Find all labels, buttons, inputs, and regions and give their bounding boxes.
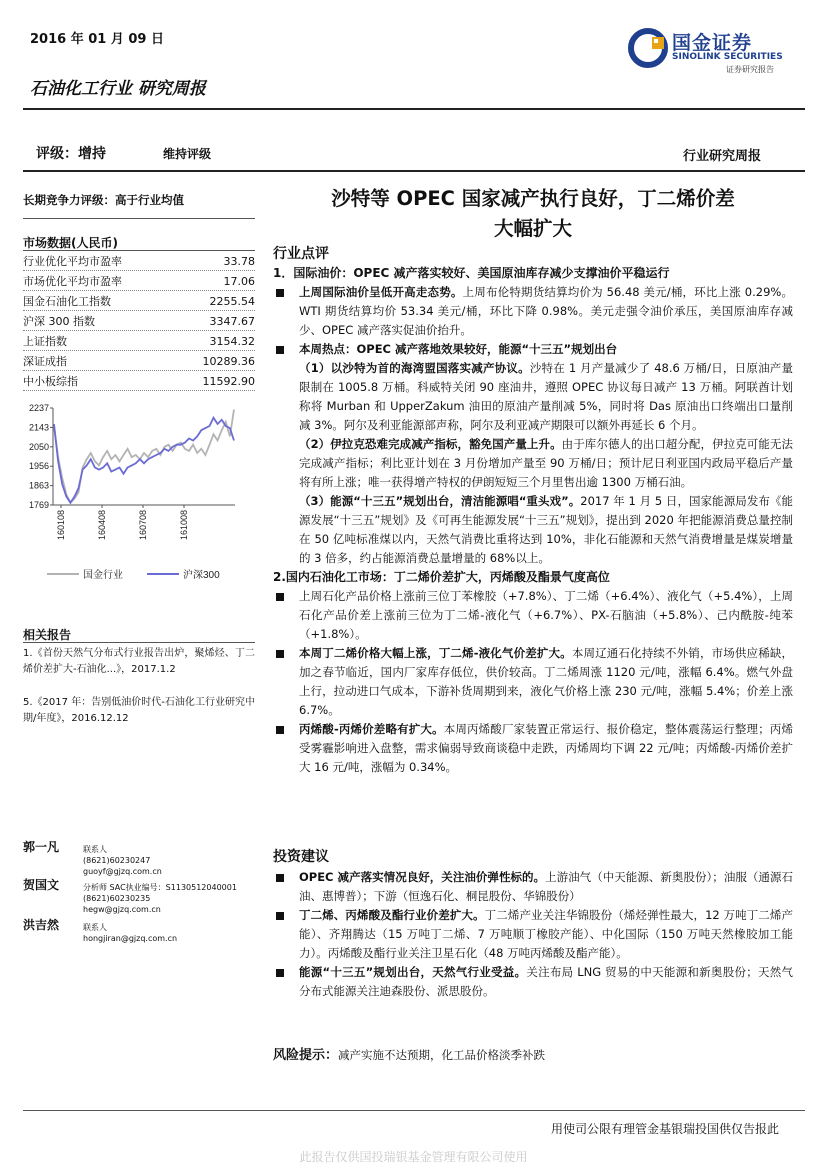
x-tick-label: 160108 xyxy=(56,510,66,541)
bullet-text: 本周辽通石化持续不外销，市场供应稀缺，加之春节临近，国内厂家库存低位，供价较高。丁二烯周涨 1120 元/吨，涨幅 6.4%。燃气外盘上行，拉动进口气成本，下游补货周期到来，液化气价格上涨 230 元/吨，涨幅 5.4%；价差上涨 6.7%。 xyxy=(299,646,793,717)
rating-note: 维持评级 xyxy=(163,147,212,161)
bullet-invest-butadiene xyxy=(273,906,793,963)
legend-label: 沪深300 xyxy=(183,570,220,581)
y-tick-label: 2237 xyxy=(28,403,49,413)
paragraph-energy-plan xyxy=(273,492,793,568)
y-tick-label: 1956 xyxy=(28,461,49,472)
investment-advice xyxy=(273,846,793,1001)
paragraph-text: 2017 年 1 月 5 日，国家能源局发布《能源发展“十三五”规划》及《可再生能源发展“十三五”规划》，提出到 2020 年把能源消费总量控制在 50 亿吨标准煤以内，天然气消费比重将达到 10%，非化石能源和天然气消费增量是煤炭增量的 3 倍多，约占能源消费总量增量的 68%以上。 xyxy=(299,494,793,565)
footer-divider xyxy=(23,1110,805,1111)
market-data-row xyxy=(23,332,255,351)
brand-logo xyxy=(628,26,788,76)
market-data-title: 市场数据(人民币) xyxy=(23,236,118,250)
paragraph-heading: （1）以沙特为首的海湾盟国落实减产协议。 xyxy=(299,361,530,375)
bullet-heading: 丙烯酸-丙烯价差略有扩大。 xyxy=(299,722,444,736)
bullet-square-icon xyxy=(276,346,284,354)
bullet-text: 上游油气（中天能源、新奥股份）；油服（通源石油、惠博普）；下游（恒逸石化、桐昆股份、华锦股份） xyxy=(299,870,793,903)
related-report-2[interactable]: 5.《2017 年：告别低油价时代-石油化工行业研究中期/年度》，2016.12.12 xyxy=(23,697,255,724)
industry-title: 石油化工行业 研究周报 xyxy=(30,79,206,99)
market-data-value: 10289.36 xyxy=(202,355,255,368)
sidebar-divider xyxy=(23,218,255,219)
bullet-square-icon xyxy=(276,969,284,977)
bullet-invest-opec xyxy=(273,868,793,906)
x-tick-label: 160408 xyxy=(97,510,107,541)
market-data-label: 国金石油化工指数 xyxy=(23,295,111,308)
analyst-role: 联系人 xyxy=(83,845,107,854)
header-divider xyxy=(23,108,805,110)
y-tick-label: 1769 xyxy=(28,500,49,510)
footer-disclaimer: 用使司公限有理管金基银瑞投国供仅告报此 xyxy=(550,1122,779,1136)
analyst-role: 分析师 SAC执业编号：S1130512040001 xyxy=(83,883,237,892)
market-data-value: 2255.54 xyxy=(209,295,255,308)
bullet-price-changes xyxy=(273,587,793,644)
risk-text: 减产实施不达预期，化工品价格淡季补跌 xyxy=(338,1048,546,1062)
x-tick-label: 161008 xyxy=(179,510,189,541)
brand-name-en: SINOLINK SECURITIES xyxy=(672,52,783,62)
analyst-card xyxy=(23,842,255,882)
bullet-oil-price xyxy=(273,283,793,340)
bullet-square-icon xyxy=(276,874,284,882)
paragraph-iraq xyxy=(273,435,793,492)
related-reports-title: 相关报告 xyxy=(23,628,72,642)
series-line xyxy=(54,410,234,503)
legend-label: 国金行业 xyxy=(83,570,123,581)
section-industry-review: 行业点评 xyxy=(273,246,329,262)
bullet-invest-gas xyxy=(273,963,793,1001)
paragraph-heading: （3）能源“十三五”规划出台，清洁能源唱“重头戏”。 xyxy=(299,494,581,508)
paragraph-text: 沙特在 1 月产量减少了 48.6 万桶/日，日原油产量限制在 1005.8 万桶。科威特关闭 90 座油井，遵照 OPEC 协议每日减产 13 万桶。阿联酋计划称将 Murban 和 UpperZakum 油田的原油产量削减 5%，同时将 Das 原油出口终端出口量削减 3%。阿尔及利亚能源部声称，阿尔及利亚减产期限可以额外再延长 6 个月。 xyxy=(299,361,793,432)
market-data-value: 3347.67 xyxy=(209,315,255,328)
paragraph-heading: （2）伊拉克恐难完成减产指标，豁免国产量上升。 xyxy=(299,437,562,451)
bullet-butadiene xyxy=(273,644,793,720)
related-divider xyxy=(23,642,255,643)
report-type: 行业研究周报 xyxy=(683,149,762,164)
bullet-heading: 本周热点：OPEC 减产落地效果较好，能源“十三五”规划出台 xyxy=(299,342,618,356)
bullet-square-icon xyxy=(276,593,284,601)
report-title-line2: 大幅扩大 xyxy=(493,217,572,240)
bullet-text: 本周丙烯酸厂家装置正常运行、报价稳定，整体震荡运行整理；丙烯受雾霾影响进入盘整，需求偏弱导致商谈稳中走跌，丙烯周均下调 22 元/吨；丙烯酸-丙烯价差扩大 16 元/吨，涨幅为 0.34%。 xyxy=(299,722,793,774)
bullet-text: 丁二烯产业关注华锦股份（烯烃弹性最大，12 万吨丁二烯产能）、齐翔腾达（15 万吨丁二烯、7 万吨顺丁橡胶产能）、中化国际（150 万吨天然橡胶加工能力）。丙烯酸及酯行业关注卫星石化（48 万吨丙烯酸及酯产能）。 xyxy=(299,908,793,960)
price-chart xyxy=(23,398,255,610)
y-tick-label: 1863 xyxy=(28,480,49,491)
market-data-label: 沪深 300 指数 xyxy=(23,315,95,328)
subsection-domestic-market: 2.国内石油化工市场：丁二烯价差扩大，丙烯酸及酯景气度高位 xyxy=(273,570,610,584)
market-data-label: 上证指数 xyxy=(23,335,67,348)
bullet-square-icon xyxy=(276,912,284,920)
bullet-heading: 丁二烯、丙烯酸及酯行业价差扩大。 xyxy=(299,908,485,922)
analyst-email[interactable]: hongjiran@gjzq.com.cn xyxy=(83,934,178,943)
bullet-hotspot xyxy=(273,340,793,359)
market-data-label: 深证成指 xyxy=(23,355,67,368)
rating-label: 评级：增持 xyxy=(36,146,106,162)
market-data-value: 11592.90 xyxy=(202,375,255,388)
analyst-phone: (8621)60230247 xyxy=(83,856,151,865)
market-data-value: 3154.32 xyxy=(209,335,255,348)
series-line xyxy=(54,418,234,503)
market-data-row xyxy=(23,292,255,311)
market-data-value: 33.78 xyxy=(223,255,255,268)
x-tick-label: 160708 xyxy=(138,510,148,541)
bullet-heading: OPEC 减产落实情况良好，关注油价弹性标的。 xyxy=(299,870,546,884)
rating-divider xyxy=(23,170,805,172)
analyst-card xyxy=(23,920,255,950)
paragraph-saudi xyxy=(273,359,793,435)
market-data-value: 17.06 xyxy=(223,275,255,288)
bullet-square-icon xyxy=(276,650,284,658)
brand-subtitle: 证券研究报告 xyxy=(726,65,774,74)
report-title xyxy=(273,184,793,244)
analyst-card xyxy=(23,880,263,920)
market-data-label: 行业优化平均市盈率 xyxy=(23,255,122,268)
report-title-line1: 沙特等 OPEC 国家减产执行良好，丁二烯价差 xyxy=(331,187,735,210)
footer-watermark: 此报告仅供国投瑞银基金管理有限公司使用 xyxy=(299,1150,528,1164)
related-report-1[interactable]: 1.《首份天然气分布式行业报告出炉，聚烯烃、丁二烯价差扩大-石油化...》，2017.1.2 xyxy=(23,648,255,675)
market-data-label: 市场优化平均市盈率 xyxy=(23,275,122,288)
risk-label: 风险提示： xyxy=(273,1048,339,1063)
bullet-square-icon xyxy=(276,726,284,734)
y-tick-label: 2050 xyxy=(28,441,49,452)
subsection-oil-price: 1．国际油价：OPEC 减产落实较好、美国原油库存减少支撑油价平稳运行 xyxy=(273,266,670,280)
market-data-row xyxy=(23,352,255,371)
report-date: 2016 年 01 月 09 日 xyxy=(30,32,164,47)
market-data-divider xyxy=(23,250,255,251)
bullet-square-icon xyxy=(276,289,284,297)
market-data-label: 中小板综指 xyxy=(23,375,78,388)
bullet-heading: 能源“十三五”规划出台，天然气行业受益。 xyxy=(299,965,527,979)
bullet-acrylic-acid xyxy=(273,720,793,777)
analyst-email[interactable]: guoyf@gjzq.com.cn xyxy=(83,867,162,876)
analyst-name: 贺国文 xyxy=(23,878,60,892)
analyst-phone: (8621)60230235 xyxy=(83,894,151,903)
analyst-email[interactable]: hegw@gjzq.com.cn xyxy=(83,905,161,914)
bullet-text: 上周布伦特期货结算均价为 56.48 美元/桶，环比上涨 0.29%。WTI 期货结算均价 53.34 美元/桶，环比下降 0.98%。美元走强令油价承压，美国原油库存减少、OPEC 减产落实促油价抬升。 xyxy=(299,285,794,337)
bullet-text: 关注布局 LNG 贸易的中天能源和新奥股份；天然气分布式能源关注迪森股份、派思股份。 xyxy=(299,965,793,998)
market-data-row xyxy=(23,272,255,291)
analyst-name: 郭一凡 xyxy=(23,840,60,854)
analyst-name: 洪吉然 xyxy=(23,918,60,932)
bullet-heading: 本周丁二烯价格大幅上涨，丁二烯-液化气价差扩大。 xyxy=(299,646,572,660)
sidebar xyxy=(23,176,255,836)
section-investment: 投资建议 xyxy=(273,849,329,865)
long-term-rating: 长期竞争力评级：高于行业均值 xyxy=(23,193,184,207)
market-data-row xyxy=(23,372,255,391)
bullet-heading: 上周国际油价呈低开高走态势。 xyxy=(299,285,463,299)
market-data-row xyxy=(23,312,255,331)
industry-review xyxy=(273,244,793,777)
bullet-text: 上周石化产品价格上涨前三位丁苯橡胶（+7.8%）、丁二烯（+6.4%）、液化气（+5.4%），上周石化产品价差上涨前三位为丁二烯-液化气（+6.7%）、PX-石脑油（+5.8%）、己内酰胺-纯苯（+1.8%）。 xyxy=(299,589,793,641)
paragraph-text: 由于库尔德人的出口超分配，伊拉克可能无法完成减产指标；利比亚计划在 3 月份增加产量至 90 万桶/日；预计尼日利亚国内政局平稳后产量将有所上涨；唯一获得增产特权的伊朗短短三个月里售出逾 1300 万桶石油。 xyxy=(299,437,794,489)
market-data-row xyxy=(23,252,255,271)
brand-name-cn: 国金证券 xyxy=(672,32,753,54)
y-tick-label: 2143 xyxy=(28,422,49,433)
risk-warning xyxy=(273,1044,545,1063)
analyst-role: 联系人 xyxy=(83,923,107,932)
brand-logo-icon xyxy=(628,28,668,68)
